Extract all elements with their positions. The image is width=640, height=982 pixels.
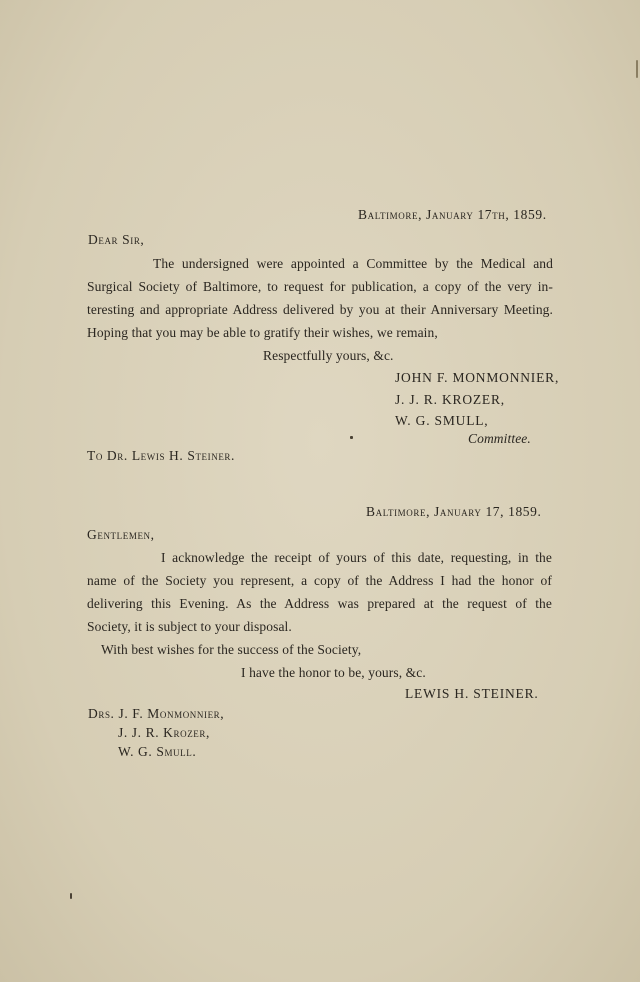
letter2-recipient-2: J. J. R. Krozer, (118, 725, 210, 740)
letter2-recipient-3: W. G. Smull. (118, 744, 197, 759)
ink-speck (70, 893, 72, 899)
letter1-body-line-3: teresting and appropriate Address delivered by you at their Anniversary Meeting. (87, 302, 553, 317)
letter1-dateline: Baltimore, January 17th, 1859. (358, 207, 547, 222)
letter2-body-line-1: I acknowledge the receipt of yours of this date, requesting, in the (161, 550, 552, 565)
letter2-recipient-1: Drs. J. F. Monmonnier, (88, 706, 225, 721)
letter1-committee-label: Committee. (468, 431, 531, 446)
letter2-body-line-2: name of the Society you represent, a copy of the Address I had the honor of (87, 573, 552, 588)
letter1-body-line-4: Hoping that you may be able to gratify their wishes, we remain, (87, 325, 438, 340)
page-edge-mark (636, 60, 638, 78)
letter1-signatory-2: J. J. R. KROZER, (395, 392, 505, 407)
ink-speck (350, 436, 353, 439)
letter1-signatory-3: W. G. SMULL, (395, 413, 489, 428)
letter1-salutation: Dear Sir, (88, 232, 145, 247)
letter2-signature: LEWIS H. STEINER. (405, 686, 539, 701)
letter2-body-line-3: delivering this Evening. As the Address was prepared at the request of the (87, 596, 552, 611)
letter2-closing: I have the honor to be, yours, &c. (241, 665, 426, 680)
letter2-body-line-4: Society, it is subject to your disposal. (87, 619, 292, 634)
letter1-body-line-1: The undersigned were appointed a Committee by the Medical and (153, 256, 553, 271)
letter1-closing: Respectfully yours, &c. (263, 348, 394, 363)
letter1-addressee: To Dr. Lewis H. Steiner. (87, 448, 236, 463)
letter2-salutation: Gentlemen, (87, 527, 155, 542)
letter2-dateline: Baltimore, January 17, 1859. (366, 504, 542, 519)
letter1-signatory-1: JOHN F. MONMONNIER, (395, 370, 560, 385)
letter1-body-line-2: Surgical Society of Baltimore, to request for publication, a copy of the very in- (87, 279, 553, 294)
letter2-body-line-5: With best wishes for the success of the Society, (101, 642, 362, 657)
